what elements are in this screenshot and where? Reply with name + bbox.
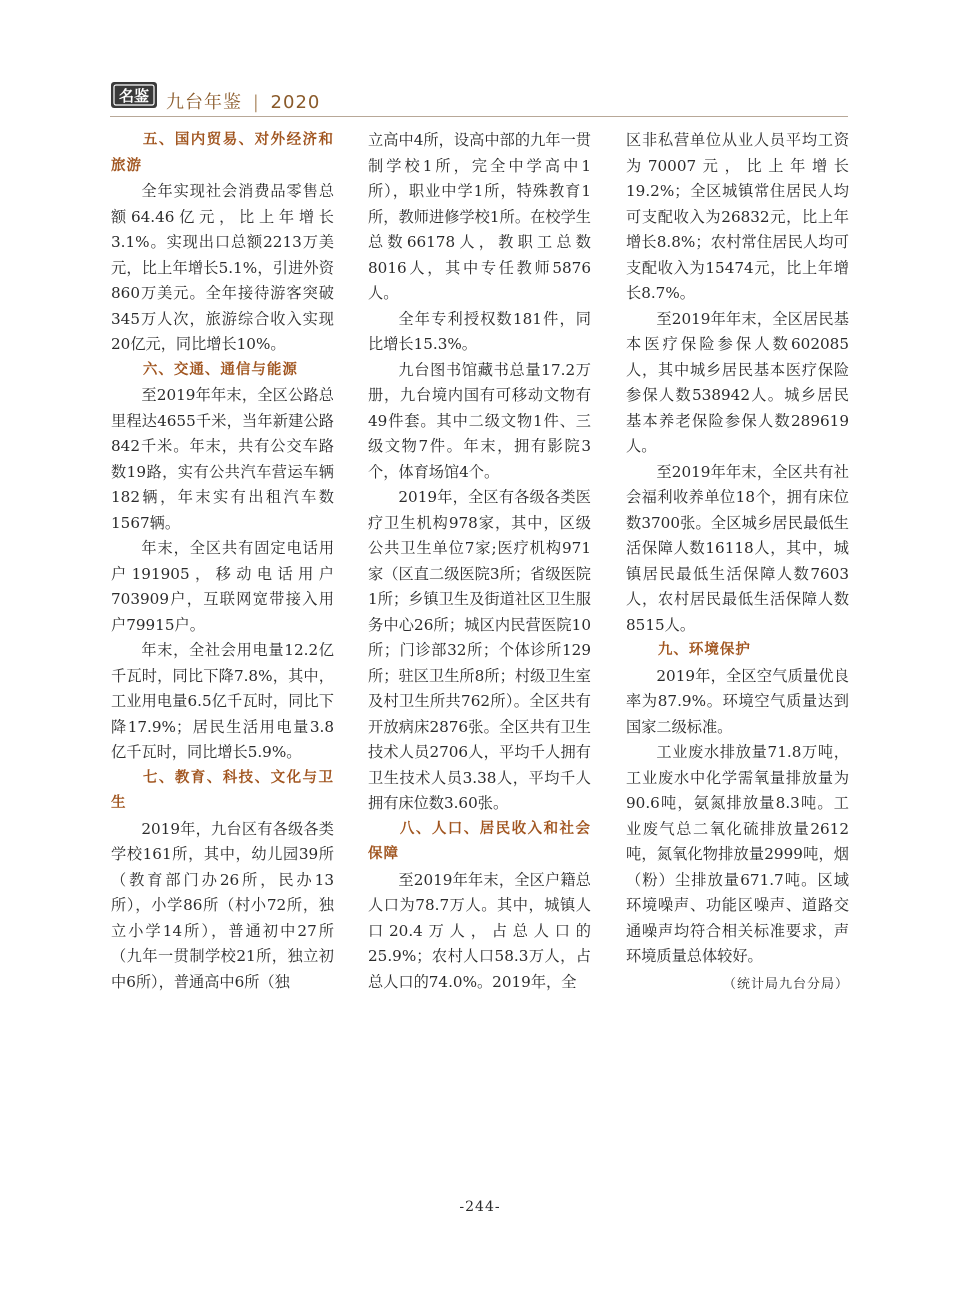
section-heading-7: 七、教育、科技、文化与卫生 <box>111 769 334 811</box>
paragraph: 2019年，九台区有各级各类学校161所，其中，幼儿园39所（教育部门办26所，民办13所），小学86所（村小72所，独立小学14所），普通初中27所（九年一贯制学校21所，独立初中6所），普通高中6所（独 <box>111 819 334 991</box>
section-heading-9: 九、环境保护 <box>657 642 751 658</box>
book-year: 2020 <box>270 92 321 113</box>
header-title <box>166 88 320 114</box>
paragraph: 全年实现社会消费品零售总额64.46亿元，比上年增长3.1%。实现出口总额2213万美元，比上年增长5.1%，引进外资860万美元。全年接待游客突破345万人次，旅游综合收入实现20亿元，同比增长10%。 <box>111 182 334 353</box>
section-heading-6: 六、交通、通信与能源 <box>142 361 298 378</box>
section-heading-8: 八、人口、居民收入和社会保障 <box>368 820 591 862</box>
paragraph: 年末，全社会用电量12.2亿千瓦时，同比下降7.8%，其中，工业用电量6.5亿千瓦时，同比下降17.9%；居民生活用电量3.8亿千瓦时，同比增长5.9%。 <box>111 641 334 761</box>
paragraph: 2019年，全区有各级各类医疗卫生机构978家，其中，区级公共卫生单位7家;医疗机构971家（区直二级医院3所；省级医院1所；乡镇卫生及街道社区卫生服务中心26所；城区内民营医院10所；门诊部32所；个体诊所129所；驻区卫生所8所；村级卫生室及村卫生所共762所）。全区共有开放病床2876张。全区共有卫生技术人员2706人，平均千人拥有卫生技术人员3.38人，平均千人拥有床位数3.60张。 <box>368 488 591 812</box>
page-number: -244- <box>459 1199 501 1215</box>
paragraph: 全年专利授权数181件，同比增长15.3%。 <box>368 309 591 353</box>
column-3 <box>626 128 849 1010</box>
paragraph: 至2019年年末，全区户籍总人口为78.7万人。其中，城镇人口20.4万人，占总人口的25.9%；农村人口58.3万人，占总人口的74.0%。2019年，全 <box>368 870 591 991</box>
paragraph: 至2019年年末，全区共有社会福利收养单位18个，拥有床位数3700张。全区城乡居民最低生活保障人数16118人，其中，城镇居民最低生活保障人数7603人，农村居民最低生活保障人数8515人。 <box>626 462 849 634</box>
paragraph: 工业废水排放量71.8万吨，工业废水中化学需氧量排放量为90.6吨，氨氮排放量8.3吨。工业废气总二氧化硫排放量2612吨，氮氧化物排放量2999吨，烟（粉）尘排放量671.7吨。区域环境噪声、功能区噪声、道路交通噪声均符合相关标准要求，声环境质量总体较好。 <box>626 743 849 965</box>
column-2 <box>368 128 591 995</box>
header-separator: | <box>252 92 260 113</box>
paragraph-continued: 立高中4所，设高中部的九年一贯制学校1所，完全中学高中1所），职业中学1所，特殊教育1所，教师进修学校1所。在校学生总数66178人，教职工总数8016人，其中专任教师5876人。 <box>368 131 591 302</box>
column-1 <box>111 128 334 995</box>
yearbook-logo <box>110 80 158 110</box>
header-rule <box>110 116 848 117</box>
svg-text:名鉴: 名鉴 <box>118 87 150 105</box>
paragraph: 九台图书馆藏书总量17.2万册，九台境内国有可移动文物有49件套。其中二级文物1件、三级文物7件。年末，拥有影院3个，体育场馆4个。 <box>368 360 591 481</box>
paragraph-continued: 区非私营单位从业人员平均工资为70007元，比上年增长19.2%；全区城镇常住居民人均可支配收入为26832元，比上年增长8.8%；农村常住居民人均可支配收入为15474元，比上年增长8.7%。 <box>626 131 849 302</box>
source-attribution: （统计局九台分局） <box>722 976 849 992</box>
paragraph: 至2019年年末，全区居民基本医疗保险参保人数602085人，其中城乡居民基本医疗保险参保人数538942人。城乡居民基本养老保险参保人数289619人。 <box>626 309 849 455</box>
book-title: 九台年鉴 <box>166 92 242 113</box>
section-heading-5: 五、国内贸易、对外经济和旅游 <box>111 132 334 174</box>
paragraph: 年末，全区共有固定电话用户191905，移动电话用户703909户，互联网宽带接入用户79915户。 <box>111 539 334 634</box>
paragraph: 至2019年年末，全区公路总里程达4655千米，当年新建公路842千米。年末，共有公交车路数19路，实有公共汽车营运车辆182辆，年末实有出租汽车数1567辆。 <box>111 386 334 532</box>
paragraph: 2019年，全区空气质量优良率为87.9%。环境空气质量达到国家二级标准。 <box>626 666 849 736</box>
page-header <box>110 80 848 118</box>
